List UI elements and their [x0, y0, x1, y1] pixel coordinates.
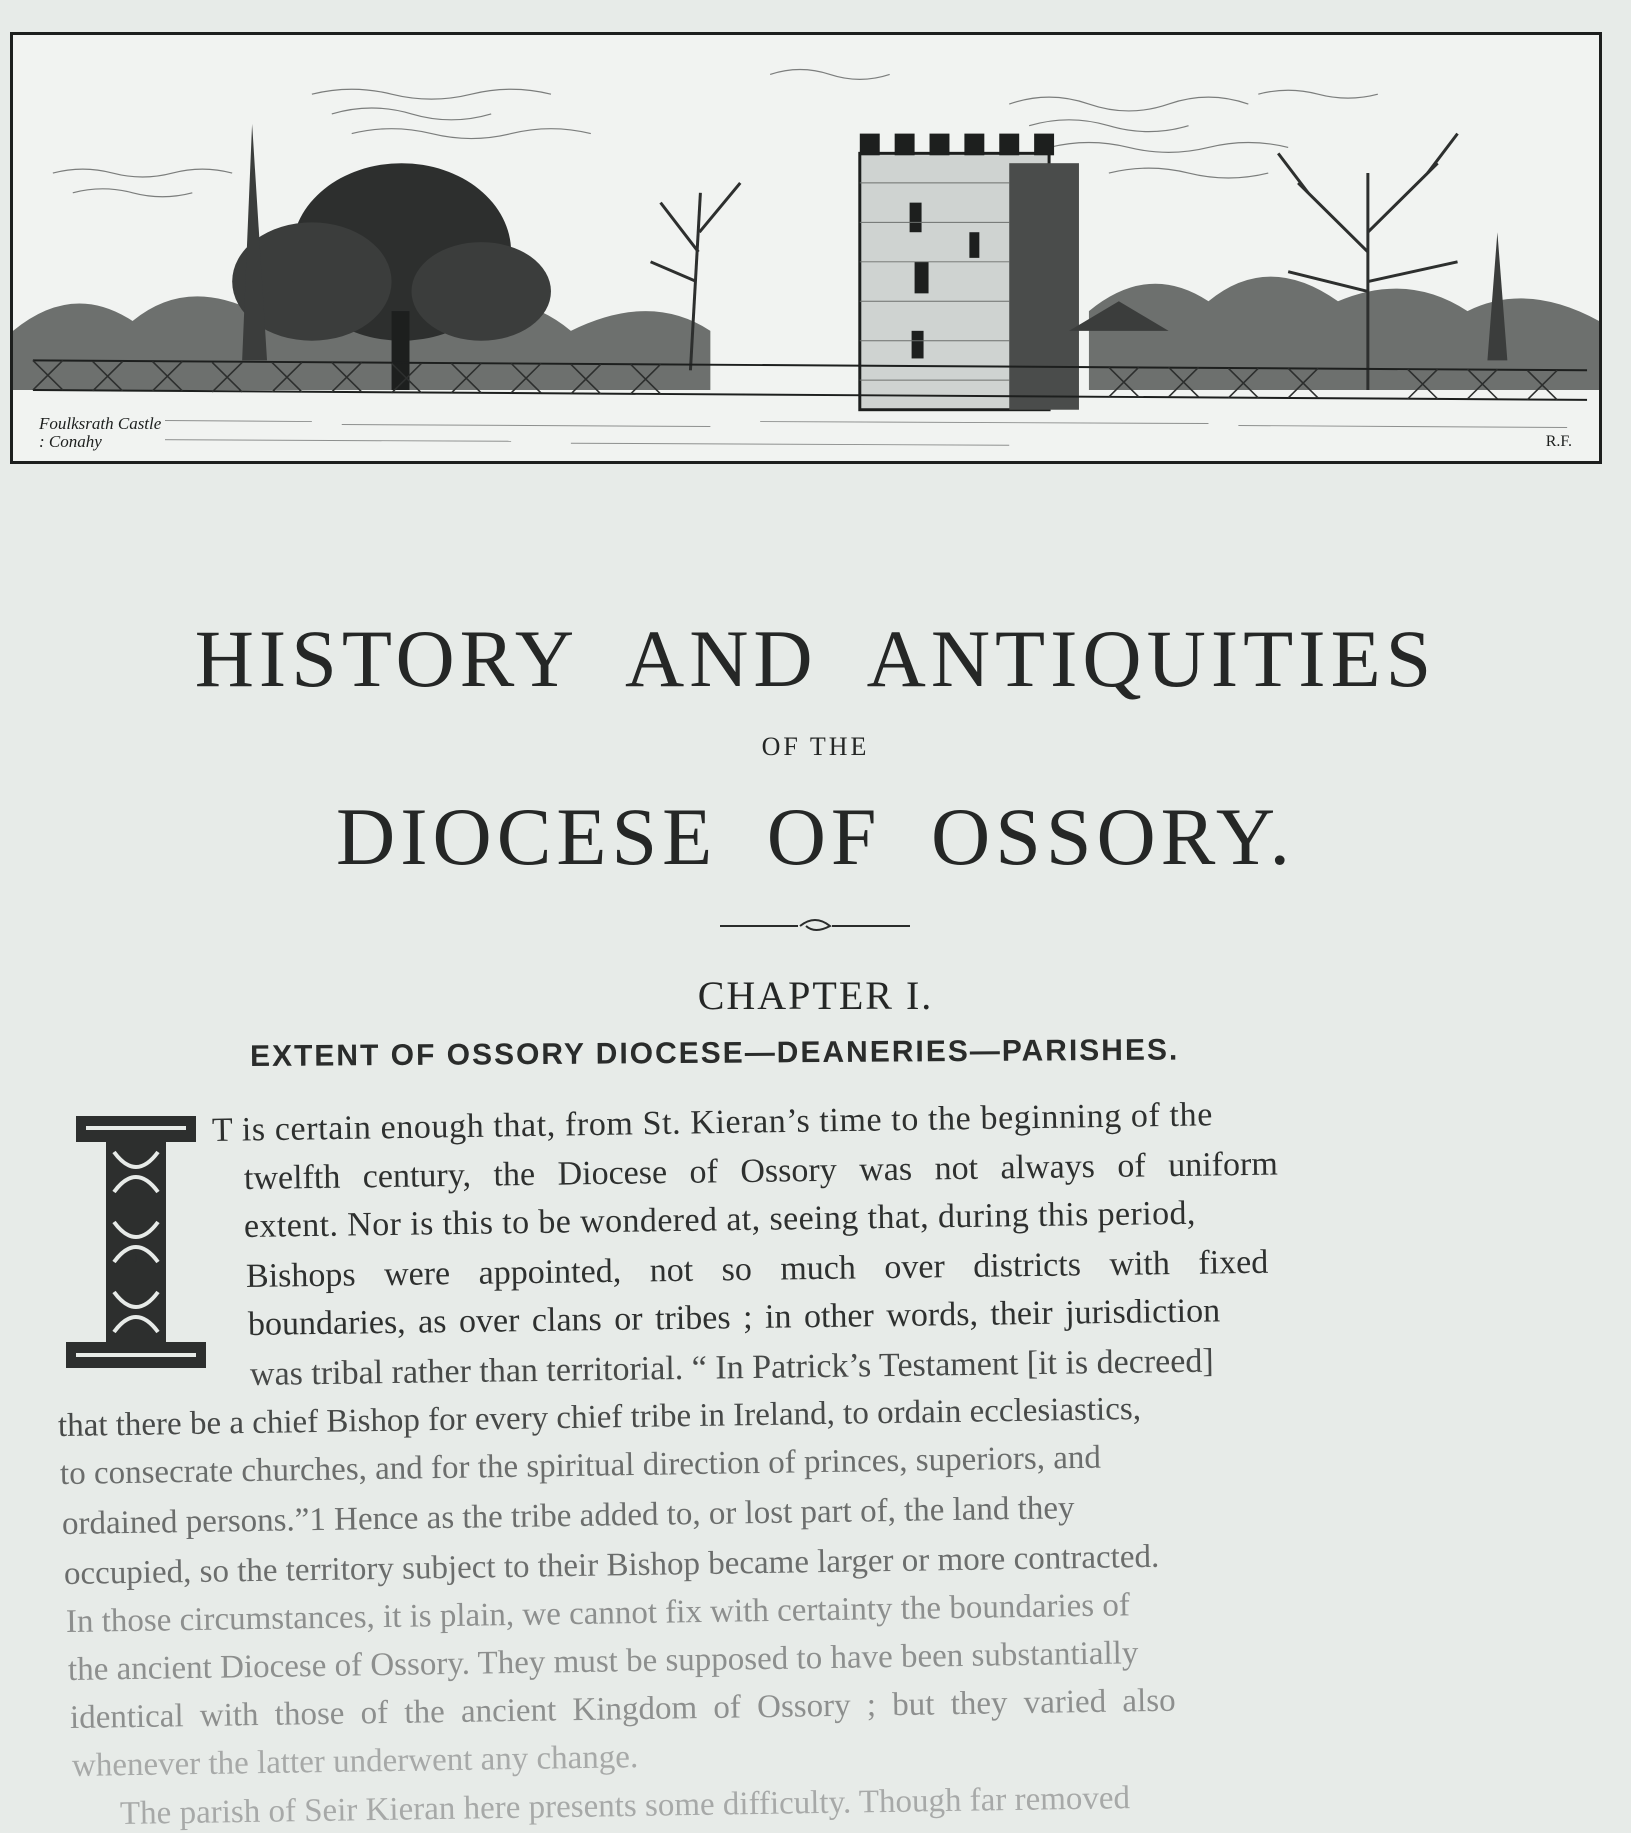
castle-landscape-engraving	[13, 35, 1599, 461]
caption-parish: : Conahy	[39, 432, 102, 451]
body-line: T is certain enough that, from St. Kieran’s time to the beginning of the	[211, 1096, 1214, 1149]
body-line: In those circumstances, it is plain, we cannot fix with certainty the boundaries of	[65, 1587, 1131, 1640]
header-illustration	[10, 32, 1602, 464]
book-subtitle: DIOCESE OF OSSORY.	[335, 791, 1295, 882]
body-line: twelfth century, the Diocese of Ossory was not always of uniform	[243, 1145, 1279, 1197]
celtic-knot-initial	[66, 1112, 206, 1372]
body-line: was tribal rather than territorial. “ In Patrick’s Testament [it is decreed]	[249, 1342, 1214, 1393]
body-line: whenever the latter underwent any change.	[71, 1739, 639, 1784]
illustrator-initials: R.F.	[1543, 433, 1575, 451]
book-title: HISTORY AND ANTIQUITIES	[194, 613, 1437, 704]
body-line: ordained persons.”1 Hence as the tribe added to, or lost part of, the land they	[61, 1490, 1075, 1542]
chapter-number: CHAPTER I.	[697, 973, 934, 1018]
chapter-title: EXTENT OF OSSORY DIOCESE—DEANERIES—PARISHES.	[249, 1033, 1180, 1074]
title-connector: OF THE	[761, 732, 870, 761]
body-line: the ancient Diocese of Ossory. They must be supposed to have been substantially	[67, 1635, 1139, 1688]
body-line: extent. Nor is this to be wondered at, seeing that, during this period,	[243, 1194, 1197, 1245]
body-line: The parish of Seir Kieran here presents some difficulty. Though far removed	[119, 1780, 1131, 1832]
body-line: occupied, so the territory subject to their Bishop became larger or more contracted.	[63, 1538, 1160, 1592]
divider-ornament	[720, 916, 910, 936]
body-line: boundaries, as over clans or tribes ; in other words, their jurisdiction	[247, 1292, 1221, 1343]
body-line: identical with those of the ancient Kingdom of Ossory ; but they varied also	[69, 1682, 1176, 1736]
drop-cap-letter: I	[134, 1254, 138, 1265]
drop-cap	[66, 1112, 206, 1372]
body-line: that there be a chief Bishop for every chief tribe in Ireland, to ordain ecclesiastics,	[57, 1390, 1142, 1444]
body-line: to consecrate churches, and for the spiritual direction of princes, superiors, and	[59, 1439, 1102, 1492]
caption-place: Foulksrath Castle	[39, 414, 162, 433]
body-line: Bishops were appointed, not so much over districts with fixed	[245, 1243, 1269, 1295]
illustration-caption	[35, 413, 165, 453]
